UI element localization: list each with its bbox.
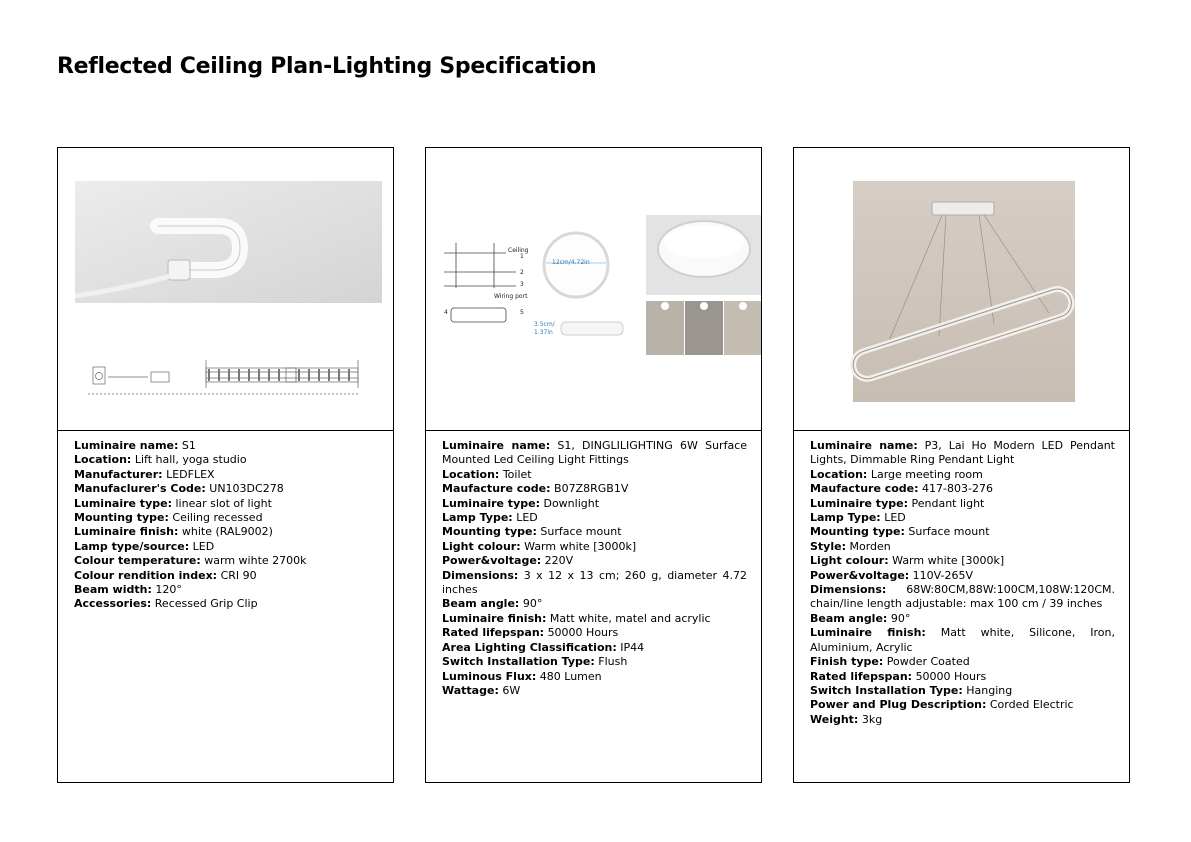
spec-label: Switch Installation Type: [810, 683, 963, 697]
label-height-in: 1.37in [534, 329, 553, 336]
spec-row-mounting-type [810, 525, 1115, 539]
spec-value: 50000 Hours [547, 626, 619, 640]
spec-label: Luminaire name: [442, 439, 551, 452]
spec-value: Matt white, matel and acrylic [549, 611, 711, 625]
label-n1: 1 [520, 253, 524, 260]
spec-row-light-colour [442, 540, 747, 554]
spec-row-luminaire-name [442, 439, 747, 468]
spec-value: S1, DINGLILIGHTING 6W Surface Mounted Led Ceiling Light Fittings [442, 439, 748, 467]
pendant-light-image [794, 148, 1129, 431]
spec-row-luminaire-type [810, 497, 1115, 511]
spec-value: Downlight [543, 496, 600, 510]
spec-row-luminaire-type [442, 497, 747, 511]
spec-value: Morden [849, 539, 891, 553]
spec-label: Luminaire type: [74, 496, 172, 510]
spec-label: Luminaire name: [74, 439, 179, 452]
spec-label: Dimensions: [810, 583, 887, 597]
spec-label: Lamp Type: [810, 511, 881, 525]
product-image-panel [426, 148, 761, 431]
spec-row-lamp-type [810, 511, 1115, 525]
spec-value: CRI 90 [220, 568, 257, 582]
spec-value: Ceiling recessed [172, 511, 263, 525]
spec-value: B07Z8RGB1V [554, 482, 629, 496]
spec-row-manufacturer-code [74, 482, 379, 496]
spec-label: Colour temperature: [74, 554, 201, 568]
spec-value: Corded Electric [989, 698, 1074, 712]
spec-value: 220V [544, 554, 574, 568]
spec-value: Hanging [966, 683, 1013, 697]
spec-value: IP44 [620, 640, 645, 654]
spec-row-lamp-type [442, 511, 747, 525]
spec-label: Manufaclurer's Code: [74, 482, 206, 496]
spec-label: Light colour: [810, 554, 889, 568]
spec-card-s1-ledflex [57, 147, 394, 783]
spec-label: Luminaire name: [810, 439, 918, 452]
spec-row-style [810, 540, 1115, 554]
spec-label: Luminaire finish: [442, 611, 547, 625]
spec-label: Wattage: [442, 683, 499, 697]
spec-row-manufacture-code [810, 482, 1115, 496]
spec-row-rated-lifespan [442, 626, 747, 640]
product-image-panel [58, 148, 393, 431]
spec-row-luminaire-name [74, 439, 379, 453]
spec-list [810, 439, 1115, 727]
spec-value: LEDFLEX [166, 467, 215, 481]
spec-row-wattage [442, 684, 747, 698]
spec-label: Area Lighting Classification: [442, 640, 617, 654]
spec-label: Switch Installation Type: [442, 655, 595, 669]
spec-row-light-colour [810, 554, 1115, 568]
page-title: Reflected Ceiling Plan-Lighting Specification [57, 54, 597, 79]
spec-label: Power and Plug Description: [810, 698, 987, 712]
spec-label: Luminaire finish: [810, 626, 926, 640]
spec-value: Flush [598, 655, 628, 669]
spec-label: Rated lifepspan: [810, 669, 913, 683]
spec-row-colour-rendition [74, 569, 379, 583]
spec-label: Mounting type: [442, 525, 537, 539]
spec-value: 90° [522, 597, 543, 611]
spec-label: Finish type: [810, 655, 884, 669]
spec-label: Lamp Type: [442, 511, 513, 525]
spec-value: 90° [890, 611, 911, 625]
label-diameter: 12cm/4.72in [552, 259, 590, 266]
spec-row-power-plug [810, 698, 1115, 712]
spec-row-luminaire-finish [442, 612, 747, 626]
spec-value: 110V-265V [912, 568, 974, 582]
spec-row-colour-temperature [74, 554, 379, 568]
label-n5: 5 [520, 309, 524, 316]
spec-label: Mounting type: [74, 511, 169, 525]
label-wiring-port: Wiring port [494, 293, 528, 300]
spec-row-luminaire-type [74, 497, 379, 511]
spec-row-rated-lifespan [810, 670, 1115, 684]
spec-label: Luminaire type: [442, 496, 540, 510]
spec-label: Power&voltage: [810, 568, 910, 582]
spec-value: Powder Coated [886, 655, 970, 669]
spec-label: Beam angle: [442, 597, 520, 611]
spec-row-location [74, 453, 379, 467]
spec-value: 120° [155, 583, 182, 597]
spec-value: LED [192, 539, 215, 553]
spec-value: S1 [181, 439, 196, 452]
spec-row-dimensions [810, 583, 1115, 612]
spec-row-mounting-type [442, 525, 747, 539]
spec-value: 50000 Hours [915, 669, 987, 683]
spec-label: Luminaire type: [810, 496, 908, 510]
spec-row-finish-type [810, 655, 1115, 669]
label-n4: 4 [444, 309, 448, 316]
spec-label: Location: [442, 467, 500, 481]
spec-row-location [442, 468, 747, 482]
spec-row-switch-installation-type [442, 655, 747, 669]
label-ceiling: Ceiling [508, 247, 529, 254]
spec-label: Mounting type: [810, 525, 905, 539]
spec-row-area-lighting-classification [442, 641, 747, 655]
label-height: 3.5cm/ [534, 321, 555, 328]
spec-label: Lamp type/source: [74, 539, 190, 553]
spec-row-mounting-type [74, 511, 379, 525]
spec-label: Accessories: [74, 597, 152, 611]
spec-row-luminaire-finish [810, 626, 1115, 655]
spec-value: Lift hall, yoga studio [134, 453, 247, 467]
spec-row-power-voltage [810, 569, 1115, 583]
spec-value: 480 Lumen [539, 669, 602, 683]
spec-label: Manufacturer: [74, 467, 163, 481]
spec-row-power-voltage [442, 554, 747, 568]
spec-row-location [810, 468, 1115, 482]
spec-value: Matt white, Silicone, Iron, Aluminium, Acrylic [810, 626, 1115, 654]
spec-value: Toilet [502, 467, 532, 481]
spec-value: 417-803-276 [922, 482, 993, 496]
spec-value: Warm white [3000k] [892, 554, 1005, 568]
spec-value: 68W:80CM,88W:100CM,108W:120CM. chain/line length adjustable: max 100 cm / 39 inches [810, 583, 1115, 611]
spec-value: Surface mount [908, 525, 990, 539]
spec-row-manufacturer [74, 468, 379, 482]
spec-label: Rated lifepspan: [442, 626, 545, 640]
spec-label: Beam width: [74, 583, 152, 597]
spec-list [74, 439, 379, 612]
spec-label: Location: [810, 467, 868, 481]
spec-row-luminaire-finish [74, 525, 379, 539]
spec-value: LED [516, 511, 538, 525]
spec-value: linear slot of light [175, 496, 272, 510]
spec-value: Surface mount [540, 525, 622, 539]
spec-value: P3, Lai Ho Modern LED Pendant Lights, Dimmable Ring Pendant Light [810, 439, 1115, 467]
spec-row-dimensions [442, 569, 747, 598]
spec-value: 6W [502, 683, 521, 697]
spec-value: Warm white [3000k] [524, 539, 637, 553]
spec-value: white (RAL9002) [181, 525, 273, 539]
spec-label: Power&voltage: [442, 554, 542, 568]
spec-row-beam-width [74, 583, 379, 597]
spec-label: Luminaire finish: [74, 525, 179, 539]
spec-value: 3kg [861, 712, 883, 726]
spec-value: Large meeting room [870, 467, 983, 481]
spec-label: Location: [74, 453, 132, 467]
spec-row-manufacture-code [442, 482, 747, 496]
spec-label: Maufacture code: [810, 482, 919, 496]
spec-label: Weight: [810, 712, 859, 726]
label-n2: 2 [520, 269, 524, 276]
spec-row-lamp-type [74, 540, 379, 554]
spec-value: Pendant light [911, 496, 985, 510]
spec-row-switch-installation-type [810, 684, 1115, 698]
downlight-image [426, 148, 761, 431]
spec-label: Maufacture code: [442, 482, 551, 496]
spec-value: UN103DC278 [209, 482, 284, 496]
spec-row-accessories [74, 597, 379, 611]
spec-card-s1-downlight [425, 147, 762, 783]
spec-list [442, 439, 747, 698]
spec-value: LED [884, 511, 906, 525]
spec-label: Colour rendition index: [74, 568, 218, 582]
spec-label: Dimensions: [442, 568, 519, 582]
spec-card-p3-pendant [793, 147, 1130, 783]
spec-label: Light colour: [442, 539, 521, 553]
spec-label: Luminous Flux: [442, 669, 537, 683]
spec-value: 3 x 12 x 13 cm; 260 g, diameter 4.72 inches [442, 568, 747, 597]
product-image-panel [794, 148, 1129, 431]
spec-row-luminaire-name [810, 439, 1115, 468]
spec-row-beam-angle [442, 597, 747, 611]
spec-row-weight [810, 713, 1115, 727]
spec-value: Recessed Grip Clip [154, 597, 258, 611]
spec-label: Beam angle: [810, 611, 888, 625]
label-n3: 3 [520, 281, 524, 288]
spec-value: warm wihte 2700k [204, 554, 307, 568]
spec-label: Style: [810, 539, 846, 553]
spec-row-luminous-flux [442, 670, 747, 684]
spec-row-beam-angle [810, 612, 1115, 626]
led-strip-image [58, 148, 393, 431]
